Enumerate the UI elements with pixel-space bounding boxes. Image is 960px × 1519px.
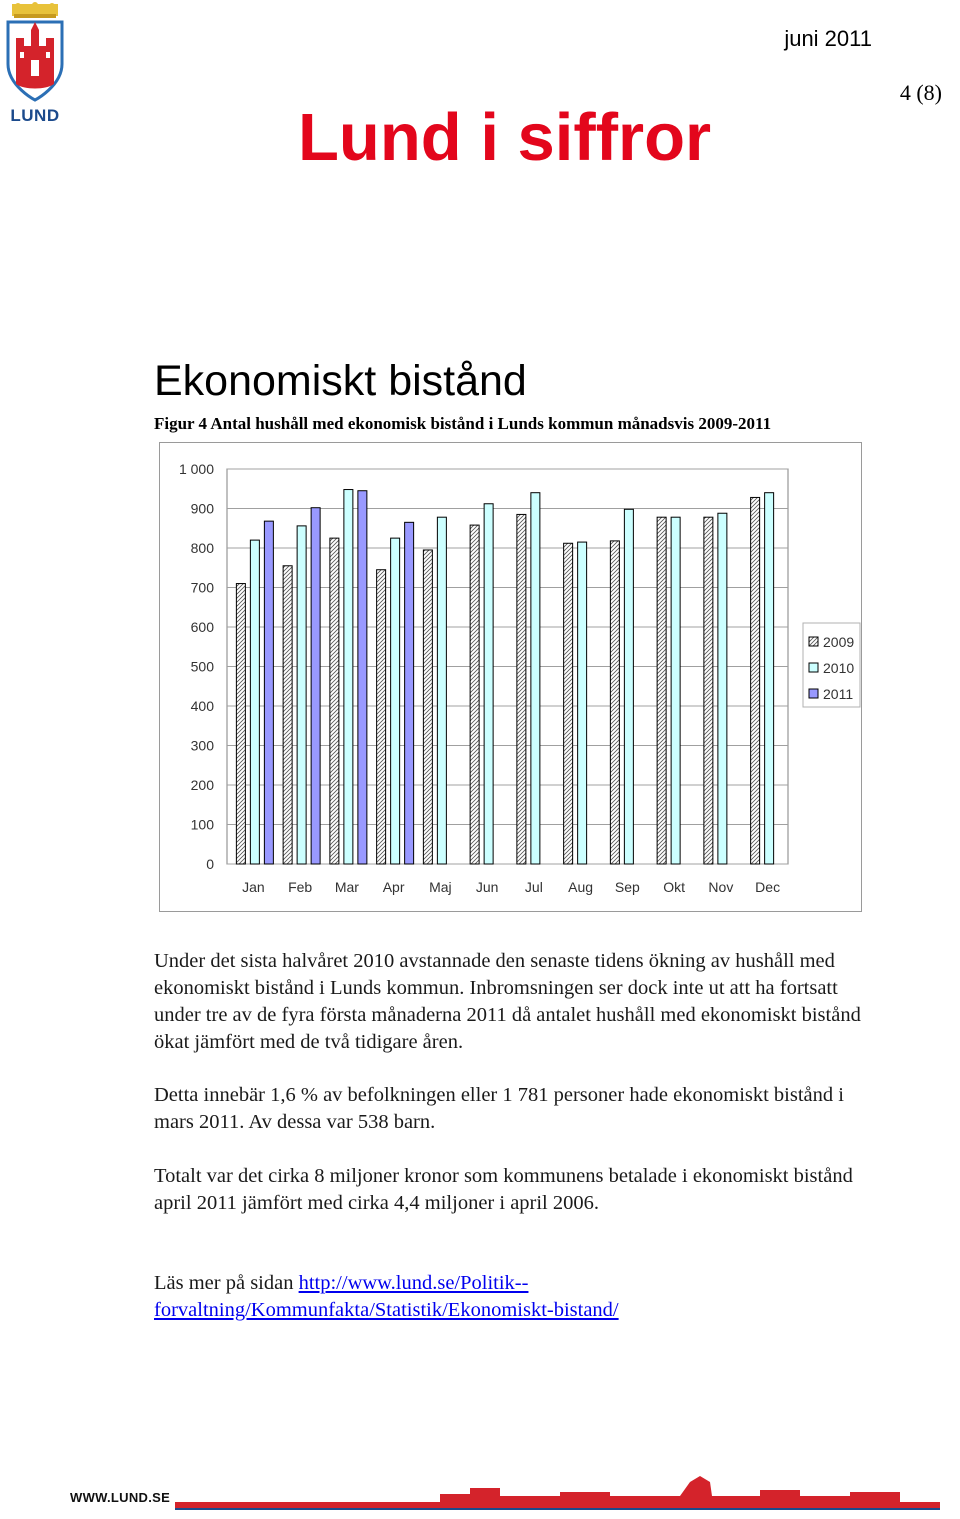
- read-more-prefix: Läs mer på sidan: [154, 1272, 299, 1294]
- legend-label-2009: 2009: [823, 634, 855, 650]
- y-tick-label: 300: [190, 737, 214, 754]
- bar-2010-jun: [484, 504, 493, 864]
- bar-2010-jan: [250, 540, 259, 864]
- bar-chart: [160, 443, 863, 913]
- y-tick-label: 600: [190, 619, 214, 635]
- bar-2010-apr: [391, 538, 400, 864]
- y-tick-label: 200: [190, 777, 214, 793]
- x-tick-label: Maj: [429, 879, 452, 895]
- x-tick-label: Nov: [708, 879, 734, 895]
- x-tick-label: Jul: [524, 879, 543, 895]
- bar-2010-jul: [531, 493, 540, 864]
- x-tick-label: Mar: [334, 879, 359, 895]
- section-title: Ekonomiskt bistånd: [154, 357, 527, 405]
- logo-text: LUND: [10, 106, 60, 125]
- y-tick-label: 800: [190, 540, 214, 556]
- bar-2010-dec: [765, 493, 774, 864]
- bar-2009-jul: [517, 514, 526, 864]
- bar-2009-jan: [236, 584, 245, 864]
- bar-2010-maj: [437, 517, 446, 864]
- bar-2010-feb: [297, 526, 306, 864]
- bar-2009-dec: [751, 497, 760, 864]
- y-tick-label: 900: [190, 500, 214, 517]
- x-tick-label: Jun: [475, 879, 499, 895]
- lund-crest-icon: [2, 2, 68, 106]
- x-tick-label: Aug: [568, 879, 594, 895]
- page-title: Lund i siffror: [298, 100, 712, 175]
- bar-2009-apr: [377, 570, 386, 864]
- bar-2009-sep: [610, 541, 619, 864]
- bar-2011-jan: [264, 521, 273, 864]
- y-tick-label: 1 000: [178, 461, 214, 477]
- x-tick-label: Apr: [382, 879, 405, 895]
- chart-container: [159, 442, 862, 912]
- y-tick-label: 500: [190, 658, 214, 675]
- y-tick-label: 0: [206, 856, 214, 872]
- legend-label-2011: 2011: [823, 686, 854, 702]
- bar-2010-aug: [578, 542, 587, 864]
- bar-2010-nov: [718, 513, 727, 864]
- paragraph-population: Detta innebär 1,6 % av befolkningen eller 1 781 personer hade ekonomiskt bistånd i mars 2011. Av dessa var 538 barn.: [154, 1084, 844, 1133]
- bar-2009-nov: [704, 517, 713, 864]
- footer-url: WWW.LUND.SE: [70, 1490, 171, 1505]
- y-tick-label: 100: [190, 816, 214, 833]
- y-tick-label: 700: [190, 579, 214, 596]
- x-tick-label: Sep: [614, 879, 640, 895]
- bar-2010-sep: [624, 509, 633, 864]
- legend-swatch-2011: [809, 689, 818, 698]
- read-more-link[interactable]: http://www.lund.se/Politik--forvaltning/Kommunfakta/Statistik/Ekonomiskt-bistand/: [154, 1272, 619, 1321]
- bar-2010-okt: [671, 517, 680, 864]
- bar-2011-mar: [358, 491, 367, 864]
- x-tick-label: Dec: [755, 879, 781, 895]
- x-tick-label: Jan: [242, 879, 265, 895]
- x-tick-label: Feb: [288, 879, 313, 895]
- legend-swatch-2009: [809, 637, 818, 646]
- bar-2010-mar: [344, 490, 353, 864]
- footer: [0, 1466, 960, 1514]
- bar-2011-feb: [311, 508, 320, 864]
- header-date: juni 2011: [784, 26, 872, 51]
- figure-caption: Figur 4 Antal hushåll med ekonomisk bistånd i Lunds kommun månadsvis 2009-2011: [154, 414, 772, 433]
- legend-swatch-2010: [809, 663, 818, 672]
- x-tick-label: Okt: [663, 879, 686, 895]
- page-number: 4 (8): [899, 80, 942, 105]
- bar-2009-aug: [564, 543, 573, 864]
- lund-logo: [2, 2, 68, 126]
- paragraph-trend: Under det sista halvåret 2010 avstannade den senaste tidens ökning av hushåll med ekonomiskt bistånd i Lunds kommun. Inbromsningen ser dock inte ut att ha fortsatt under tre av de fyra första månaderna 2011 då antalet hushåll med ekonomiskt bistånd ökat jämfört med de två tidigare åren.: [154, 950, 861, 1053]
- bar-2009-mar: [330, 538, 339, 864]
- bar-2009-feb: [283, 566, 292, 864]
- y-tick-label: 400: [190, 698, 214, 714]
- bar-2011-apr: [405, 522, 414, 864]
- legend-label-2010: 2010: [823, 660, 855, 676]
- bar-2009-jun: [470, 525, 479, 864]
- bar-2009-maj: [423, 550, 432, 864]
- paragraph-read-more: [154, 1270, 874, 1324]
- paragraph-cost: Totalt var det cirka 8 miljoner kronor som kommunens betalade i ekonomiskt bistånd april 2011 jämfört med cirka 4,4 miljoner i april 2006.: [154, 1165, 853, 1214]
- bar-2009-okt: [657, 517, 666, 864]
